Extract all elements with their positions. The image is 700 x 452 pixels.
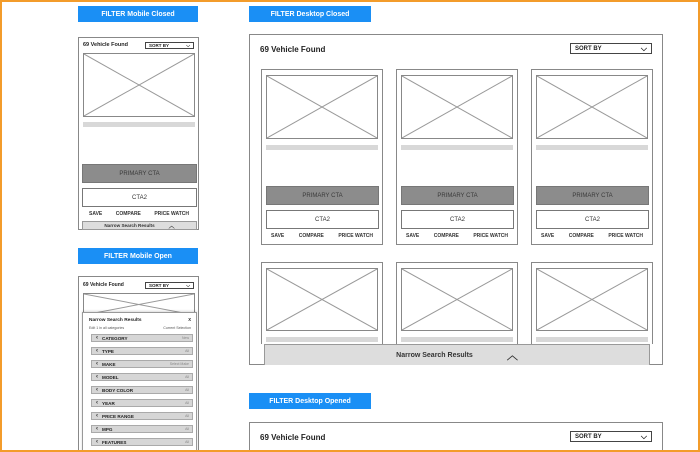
- sort-dropdown[interactable]: [570, 43, 652, 54]
- narrow-search-panel: [82, 312, 197, 452]
- vehicle-image-placeholder: [401, 268, 513, 331]
- results-title: 69 Vehicle Found: [260, 433, 326, 442]
- vehicle-card: [396, 262, 518, 344]
- filter-value: All: [185, 375, 189, 379]
- price-watch-link[interactable]: PRICE WATCH: [338, 233, 373, 239]
- sort-dropdown[interactable]: [145, 42, 194, 49]
- mobile-open-frame: [78, 276, 199, 452]
- filter-label: MAKE: [102, 361, 116, 367]
- primary-cta-button[interactable]: PRIMARY CTA: [536, 186, 649, 205]
- results-title: 69 Vehicle Found: [83, 282, 124, 288]
- text-placeholder: [401, 145, 513, 150]
- chevron-down-icon: ⌵: [640, 43, 647, 53]
- vehicle-image-placeholder: [266, 268, 378, 331]
- results-title: 69 Vehicle Found: [260, 45, 326, 54]
- chevron-left-icon: ‹: [96, 335, 98, 341]
- compare-link[interactable]: COMPARE: [115, 211, 141, 217]
- vehicle-card: [261, 262, 383, 344]
- filter-row[interactable]: [91, 334, 193, 342]
- filter-value: New: [181, 336, 189, 340]
- close-icon[interactable]: x: [188, 317, 191, 323]
- sort-label: SORT BY: [575, 433, 602, 440]
- price-watch-link[interactable]: PRICE WATCH: [608, 233, 643, 239]
- sort-label: SORT BY: [575, 45, 602, 52]
- card-actions: [271, 233, 373, 239]
- cta2-button[interactable]: CTA2: [401, 210, 514, 229]
- primary-cta-button[interactable]: PRIMARY CTA: [401, 186, 514, 205]
- chevron-up-icon: ︿: [506, 350, 518, 362]
- vehicle-image-placeholder: [83, 53, 195, 117]
- filter-row[interactable]: [91, 386, 193, 394]
- chevron-down-icon: ⌵: [186, 282, 190, 289]
- narrow-search-label: Narrow Search Results: [396, 351, 473, 359]
- filter-label: TYPE: [102, 348, 114, 354]
- filter-value: All: [185, 414, 189, 418]
- chevron-down-icon: ⌵: [186, 42, 190, 49]
- filter-value: All: [185, 349, 189, 353]
- filter-value: All: [185, 440, 189, 444]
- chevron-left-icon: ‹: [96, 426, 98, 432]
- chevron-left-icon: ‹: [96, 439, 98, 445]
- card-actions: [541, 233, 643, 239]
- cta2-button[interactable]: CTA2: [266, 210, 379, 229]
- results-title: 69 Vehicle Found: [83, 42, 128, 48]
- chevron-left-icon: ‹: [96, 348, 98, 354]
- vehicle-image-placeholder: [401, 75, 513, 139]
- save-link[interactable]: SAVE: [271, 233, 285, 239]
- card-actions: [406, 233, 508, 239]
- filter-label: MODEL: [102, 374, 119, 380]
- cta2-button[interactable]: CTA2: [536, 210, 649, 229]
- filter-label: MPG: [102, 426, 113, 432]
- vehicle-card: [396, 69, 518, 245]
- label-mobile-open: FILTER Mobile Open: [78, 248, 198, 264]
- compare-link[interactable]: COMPARE: [298, 233, 324, 239]
- chevron-up-icon: ︿: [168, 224, 175, 230]
- save-link[interactable]: SAVE: [541, 233, 555, 239]
- filter-row[interactable]: [91, 438, 193, 446]
- narrow-panel-title: Narrow Search Results: [89, 318, 142, 323]
- vehicle-image-placeholder: [536, 75, 648, 139]
- compare-link[interactable]: COMPARE: [433, 233, 459, 239]
- filter-label: BODY COLOR: [102, 387, 134, 393]
- chevron-left-icon: ‹: [96, 400, 98, 406]
- text-placeholder: [401, 337, 513, 342]
- chevron-left-icon: ‹: [96, 387, 98, 393]
- filter-row[interactable]: [91, 425, 193, 433]
- filter-value: Select Make: [169, 362, 189, 366]
- vehicle-card: [531, 262, 653, 344]
- save-link[interactable]: SAVE: [89, 211, 103, 217]
- narrow-subtitle: Edit 1 in all categories: [89, 326, 125, 330]
- text-placeholder: [83, 122, 195, 127]
- sort-label: SORT BY: [149, 283, 170, 288]
- label-desktop-closed: FILTER Desktop Closed: [249, 6, 371, 22]
- filter-row[interactable]: [91, 399, 193, 407]
- save-link[interactable]: SAVE: [406, 233, 420, 239]
- price-watch-link[interactable]: PRICE WATCH: [473, 233, 508, 239]
- narrow-search-label: Narrow Search Results: [104, 223, 155, 228]
- filter-value: All: [185, 427, 189, 431]
- vehicle-card: [261, 69, 383, 245]
- narrow-search-toggle[interactable]: [264, 344, 650, 365]
- filter-label: YEAR: [102, 400, 115, 406]
- chevron-left-icon: ‹: [96, 361, 98, 367]
- sort-dropdown[interactable]: [145, 282, 194, 289]
- vehicle-image-placeholder: [536, 268, 648, 331]
- primary-cta-button[interactable]: PRIMARY CTA: [82, 164, 197, 183]
- label-mobile-closed: FILTER Mobile Closed: [78, 6, 198, 22]
- desktop-opened-frame: [249, 422, 663, 452]
- text-placeholder: [536, 337, 648, 342]
- filter-label: CATEGORY: [102, 335, 128, 341]
- vehicle-image-placeholder: [266, 75, 378, 139]
- card-actions: [89, 211, 189, 217]
- mobile-closed-frame: [78, 37, 199, 230]
- price-watch-link[interactable]: PRICE WATCH: [154, 211, 189, 217]
- filter-value: All: [185, 388, 189, 392]
- sort-label: SORT BY: [149, 43, 170, 48]
- text-placeholder: [536, 145, 648, 150]
- filter-row[interactable]: [91, 360, 193, 368]
- filter-row[interactable]: [91, 412, 193, 420]
- current-selection-label: Current Selection: [163, 326, 191, 330]
- chevron-left-icon: ‹: [96, 374, 98, 380]
- text-placeholder: [266, 337, 378, 342]
- filter-row[interactable]: [91, 373, 193, 381]
- primary-cta-button[interactable]: PRIMARY CTA: [266, 186, 379, 205]
- chevron-left-icon: ‹: [96, 413, 98, 419]
- filter-label: PRICE RANGE: [102, 413, 134, 419]
- desktop-closed-frame: [249, 34, 663, 365]
- filter-value: All: [185, 401, 189, 405]
- sort-dropdown[interactable]: [570, 431, 652, 442]
- chevron-down-icon: ⌵: [640, 431, 647, 441]
- label-desktop-opened: FILTER Desktop Opened: [249, 393, 371, 409]
- vehicle-card: [531, 69, 653, 245]
- cta2-button[interactable]: CTA2: [82, 188, 197, 207]
- narrow-search-toggle[interactable]: [82, 221, 197, 230]
- compare-link[interactable]: COMPARE: [568, 233, 594, 239]
- filter-label: FEATURES: [102, 439, 127, 445]
- text-placeholder: [266, 145, 378, 150]
- filter-row[interactable]: [91, 347, 193, 355]
